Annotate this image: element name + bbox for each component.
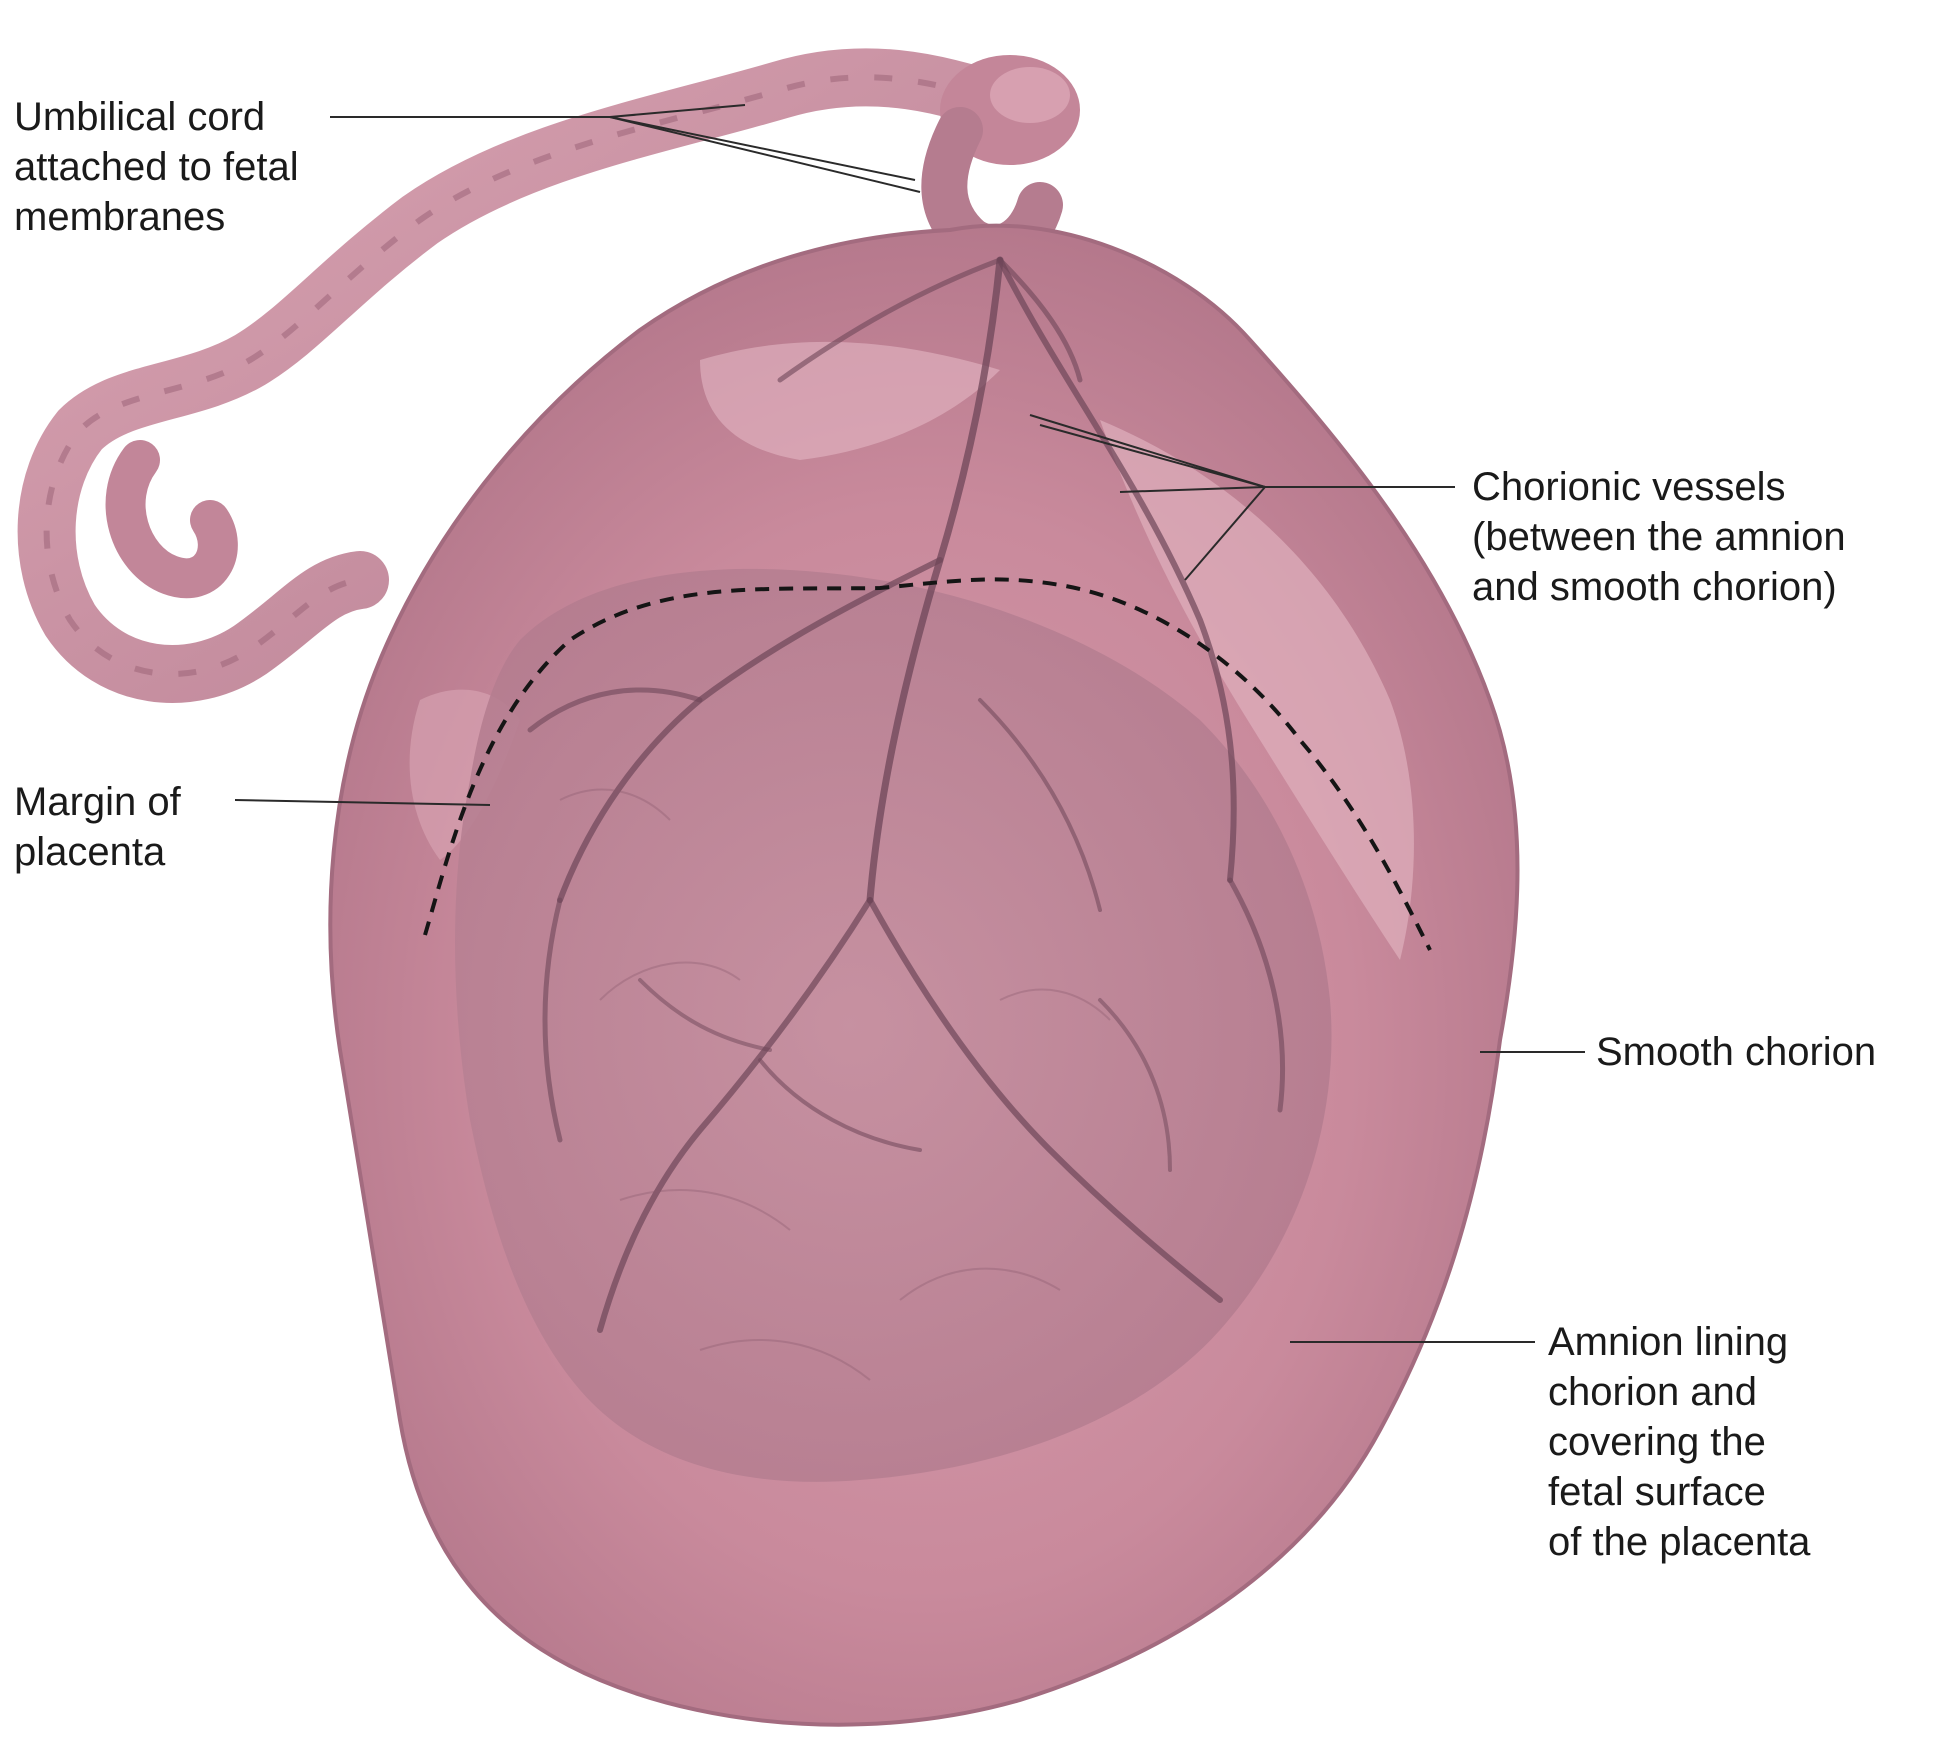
label-chorionic-vessels (1472, 462, 1846, 612)
label-umbilical-cord-line3: membranes (14, 195, 226, 239)
label-amnion-lining-line4: fetal surface (1548, 1470, 1766, 1514)
label-amnion-lining-line1: Amnion lining (1548, 1320, 1789, 1364)
label-amnion-lining-line2: chorion and (1548, 1370, 1758, 1414)
label-amnion-lining-line5: of the placenta (1548, 1520, 1811, 1564)
label-margin-of-placenta (14, 777, 181, 877)
label-smooth-chorion-line1: Smooth chorion (1596, 1030, 1877, 1074)
label-umbilical-cord (14, 92, 299, 242)
label-amnion-lining (1548, 1317, 1810, 1567)
label-umbilical-cord-line2: attached to fetal (14, 145, 299, 189)
label-chorionic-vessels-line2: (between the amnion (1472, 515, 1846, 559)
label-margin-of-placenta-line1: Margin of (14, 780, 181, 824)
label-amnion-lining-line3: covering the (1548, 1420, 1766, 1464)
label-smooth-chorion (1596, 1027, 1876, 1077)
label-chorionic-vessels-line1: Chorionic vessels (1472, 465, 1786, 509)
label-umbilical-cord-line1: Umbilical cord (14, 95, 266, 139)
label-chorionic-vessels-line3: and smooth chorion) (1472, 565, 1837, 609)
label-margin-of-placenta-line2: placenta (14, 830, 166, 874)
